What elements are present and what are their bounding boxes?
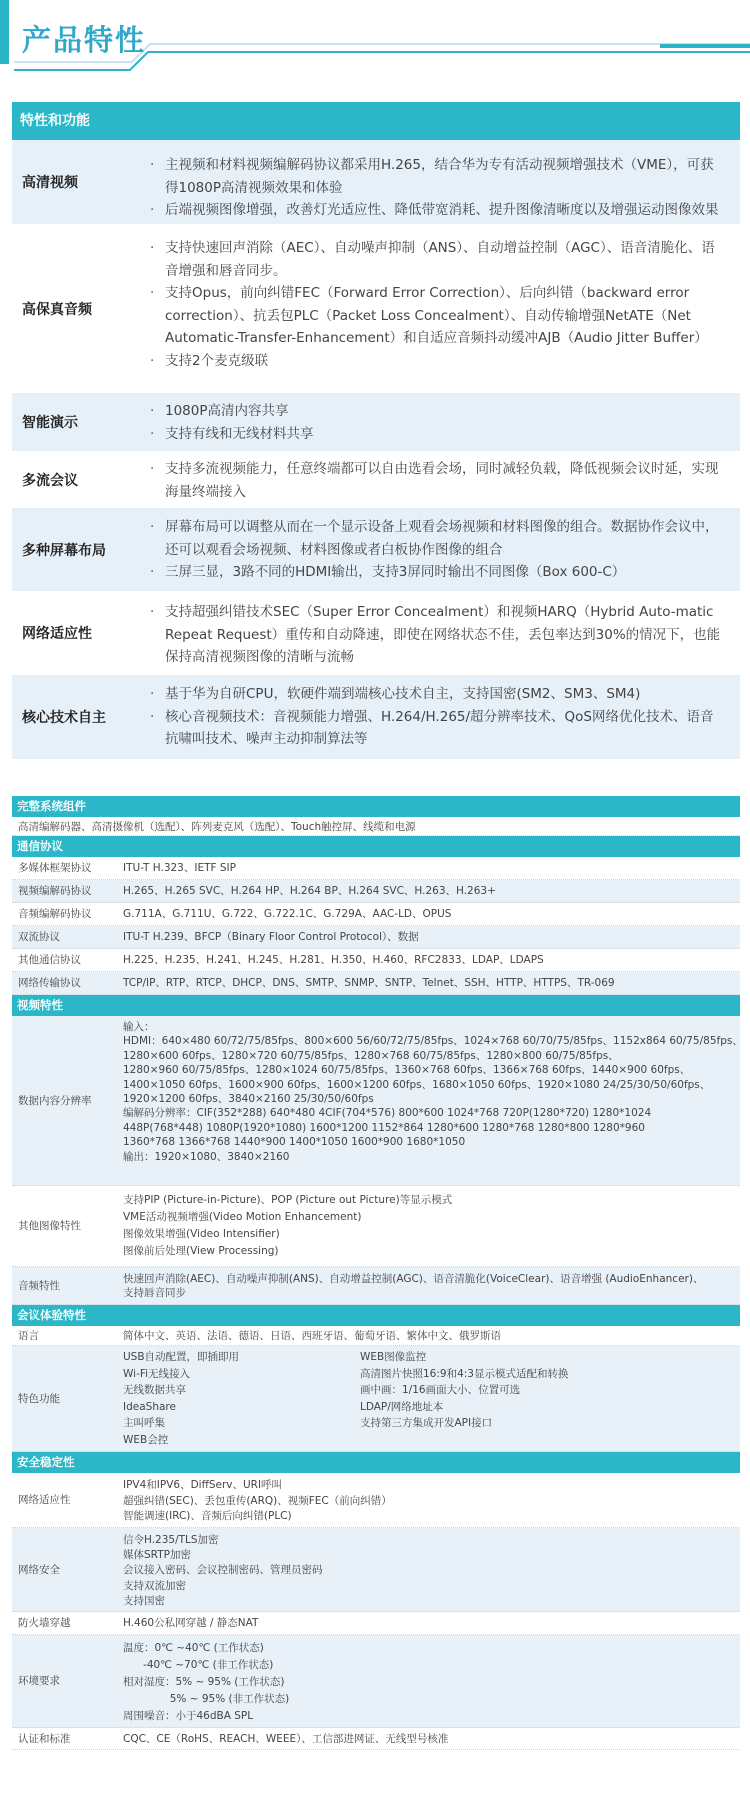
spec-label: 数据内容分辨率 <box>18 1094 92 1107</box>
features-table <box>12 140 740 760</box>
spec-line: 支持唇音同步 <box>123 1287 186 1300</box>
feature-items <box>148 458 724 503</box>
spec-line: Wi-Fi无线接入 <box>123 1367 191 1380</box>
spec-label: 网络安全 <box>18 1563 60 1576</box>
spec-line: 主叫呼集 <box>123 1417 165 1430</box>
feature-name: 多种屏幕布局 <box>22 542 106 559</box>
video-resolution-row <box>12 1016 743 1186</box>
components-text: 高清编解码器、高清摄像机（选配）、阵列麦克风（选配）、Touch触控屏、线缆和电源 <box>18 820 416 833</box>
features-header: 特性和功能 <box>12 102 740 140</box>
feature-row-multistream <box>12 452 740 508</box>
spec-label: 环境要求 <box>18 1675 60 1687</box>
spec-line: 448P(768*448) 1080P(1920*1080) 1600*1200 1152*864 1280*600 1280*768 1280*800 1280*960 <box>123 1121 645 1134</box>
spec-value: ITU-T H.323、IETF SIP <box>123 862 236 874</box>
feature-item: · 1080P高清内容共享 <box>148 400 724 423</box>
protocol-row <box>12 880 740 903</box>
spec-value <box>123 1272 736 1301</box>
spec-label: 语言 <box>18 1329 39 1342</box>
spec-line: 媒体SRTP加密 <box>123 1549 191 1562</box>
spec-label: 特色功能 <box>18 1392 60 1405</box>
spec-line: 周围噪音：小于46dBA SPL <box>123 1710 254 1722</box>
spec-value <box>123 1640 736 1725</box>
spec-label: 网络适应性 <box>18 1494 71 1506</box>
spec-value: 简体中文、英语、法语、德语、日语、西班牙语、葡萄牙语、繁体中文、俄罗斯语 <box>123 1329 501 1342</box>
spec-label: 认证和标准 <box>18 1732 71 1745</box>
feature-row-network-adapt <box>12 592 740 675</box>
spec-value <box>123 1020 743 1164</box>
spec-label: 音频特性 <box>18 1279 60 1292</box>
spec-label: 网络传输协议 <box>18 977 81 989</box>
spec-line: WEB图像监控 <box>360 1351 427 1363</box>
spec-line: 无线数据共享 <box>123 1384 186 1397</box>
feature-items <box>148 154 724 222</box>
spec-line: IPV4和IPV6、DiffServ、URI呼叫 <box>123 1479 283 1491</box>
spec-label: 其他图像特性 <box>18 1220 81 1232</box>
spec-table <box>12 796 743 1750</box>
spec-line: LDAP/网络地址本 <box>360 1400 444 1413</box>
feature-item: · 支持Opus，前向纠错FEC（Forward Error Correction）、后向纠错（backward error correction）、抗丢包PLC（Packet Loss Concealment）、自动传输增强NetATE（Net Automatic-Transfer-Enhancement）和自适应音频抖动缓冲AJB（Audio Jitter Buffer） <box>148 282 724 350</box>
feature-name: 核心技术自主 <box>22 710 106 726</box>
spec-value <box>123 1533 736 1609</box>
feature-name: 网络适应性 <box>22 626 92 642</box>
spec-label: 防火墙穿越 <box>18 1617 71 1629</box>
spec-line: 1280×960 60/75/85fps、1280×1024 60/75/85fps、1360×768 60fps、1366×768 60fps、1440×900 60fps、 <box>123 1064 691 1077</box>
spec-label: 多媒体框架协议 <box>18 862 92 874</box>
spec-label: 音频编解码协议 <box>18 908 92 920</box>
language-row <box>12 1326 740 1346</box>
firewall-row <box>12 1612 740 1635</box>
feature-items <box>148 683 724 751</box>
video-header: 视频特性 <box>12 995 740 1016</box>
spec-value: H.460公私网穿越 / 静态NAT <box>123 1617 259 1629</box>
spec-value: H.225、H.235、H.241、H.245、H.281、H.350、H.460、RFC2833、LDAP、LDAPS <box>123 954 544 966</box>
spec-line: 支持第三方集成开发API接口 <box>360 1417 493 1430</box>
spec-line: 支持双流加密 <box>123 1579 186 1592</box>
spec-value: TCP/IP、RTP、RTCP、DHCP、DNS、SMTP、SNMP、SNTP、Telnet、SSH、HTTP、HTTPS、TR-069 <box>123 977 615 989</box>
feature-item: · 核心音视频技术：音视频能力增强、H.264/H.265/超分辨率技术、QoS网络优化技术、语音抗啸叫技术、噪声主动抑制算法等 <box>148 706 724 751</box>
feature-items <box>148 237 724 372</box>
spec-line: 1400×1050 60fps、1600×900 60fps、1600×1200 60fps、1680×1050 60fps、1920×1080 24/25/30/50/60fps、 <box>123 1078 711 1091</box>
certification-row <box>12 1728 740 1750</box>
spec-label: 双流协议 <box>18 931 60 943</box>
experience-header: 会议体验特性 <box>12 1305 740 1326</box>
spec-line: 1360*768 1366*768 1440*900 1400*1050 1600*900 1680*1050 <box>123 1136 466 1149</box>
feature-row-smart-presentation <box>12 393 740 452</box>
feature-item: · 支持有线和无线材料共享 <box>148 423 724 446</box>
spec-line: 智能调速(IRC)、音频后向纠错(PLC) <box>123 1510 292 1522</box>
protocol-row <box>12 857 740 880</box>
spec-line: WEB会控 <box>123 1433 169 1446</box>
features-right-column <box>360 1349 730 1432</box>
protocol-row <box>12 903 740 926</box>
spec-line: 5% ~ 95% (非工作状态) <box>123 1693 290 1705</box>
features-left-column <box>123 1349 353 1449</box>
feature-name: 高保真音频 <box>22 301 92 318</box>
components-header: 完整系统组件 <box>12 796 740 817</box>
network-security-row <box>12 1528 740 1612</box>
feature-items <box>148 516 724 584</box>
feature-name: 多流会议 <box>22 472 78 489</box>
spec-line: VME活动视频增强(Video Motion Enhancement) <box>123 1211 362 1223</box>
special-features-row <box>12 1346 740 1452</box>
spec-value: ITU-T H.239、BFCP（Binary Floor Control Protocol）、数据 <box>123 931 419 943</box>
spec-line: 高清图片快照16:9和4:3显示模式适配和转换 <box>360 1367 569 1380</box>
feature-item: · 后端视频图像增强，改善灯光适应性、降低带宽消耗、提升图像清晰度以及增强运动图像效果 <box>148 199 724 222</box>
spec-value <box>123 1478 736 1525</box>
environment-row <box>12 1635 740 1728</box>
spec-line: USB自动配置，即插即用 <box>123 1351 240 1363</box>
spec-line: 输出：1920×1080、3840×2160 <box>123 1150 290 1163</box>
spec-label: 其他通信协议 <box>18 954 81 966</box>
feature-row-hd-video <box>12 140 740 225</box>
spec-line: 图像效果增强(Video Intensifier) <box>123 1228 280 1240</box>
feature-item: · 支持2个麦克级联 <box>148 350 724 373</box>
feature-items <box>148 601 724 669</box>
feature-item: · 主视频和材料视频编解码协议都采用H.265，结合华为专有活动视频增强技术（VME），可获得1080P高清视频效果和体验 <box>148 154 724 199</box>
spec-line: 图像前后处理(View Processing) <box>123 1245 279 1257</box>
security-header: 安全稳定性 <box>12 1452 740 1473</box>
page-title: 产品特性 <box>22 23 147 57</box>
spec-line: 支持国密 <box>123 1594 165 1607</box>
spec-label: 视频编解码协议 <box>18 885 92 897</box>
spec-line: 支持PIP (Picture-in-Picture)、POP (Picture out Picture)等显示模式 <box>123 1194 453 1206</box>
feature-row-hifi-audio <box>12 225 740 393</box>
feature-item: · 支持多流视频能力，任意终端都可以自由选看会场，同时减轻负载，降低视频会议时延，实现海量终端接入 <box>148 458 724 503</box>
feature-name: 高清视频 <box>22 175 78 191</box>
spec-line: 温度：0℃ ~40℃ (工作状态) <box>123 1642 264 1654</box>
spec-line: 画中画：1/16画面大小、位置可选 <box>360 1384 521 1397</box>
spec-value <box>123 1192 736 1260</box>
feature-row-screen-layout <box>12 508 740 592</box>
spec-value: G.711A、G.711U、G.722、G.722.1C、G.729A、AAC-LD、OPUS <box>123 908 452 920</box>
protocol-row <box>12 949 740 972</box>
spec-line: IdeaShare <box>123 1400 176 1413</box>
spec-line: 相对湿度：5% ~ 95% (工作状态) <box>123 1676 285 1688</box>
spec-line: 编解码分辨率：CIF(352*288) 640*480 4CIF(704*576) 800*600 1024*768 720P(1280*720) 1280*1024 <box>123 1107 652 1120</box>
feature-item: · 三屏三显，3路不同的HDMI输出，支持3屏同时输出不同图像（Box 600-C） <box>148 561 724 584</box>
feature-item: · 支持超强纠错技术SEC（Super Error Concealment）和视频HARQ（Hybrid Auto-matic Repeat Request）重传和自动降速，即使在网络状态不佳，丢包率达到30%的情况下，也能保持高清视频图像的清晰与流畅 <box>148 601 724 669</box>
spec-line: 1280×600 60fps、1280×720 60/75/85fps、1280×768 60/75/85fps、1280×800 60/75/85fps、 <box>123 1049 619 1062</box>
video-audio-row <box>12 1267 740 1305</box>
video-other-row <box>12 1186 740 1267</box>
feature-item: · 基于华为自研CPU，软硬件端到端核心技术自主，支持国密(SM2、SM3、SM4) <box>148 683 724 706</box>
spec-value: H.265、H.265 SVC、H.264 HP、H.264 BP、H.264 SVC、H.263、H.263+ <box>123 885 496 897</box>
feature-items <box>148 400 724 445</box>
spec-line: 输入： <box>123 1021 155 1033</box>
spec-line: 会议接入密码、会议控制密码、管理员密码 <box>123 1564 323 1577</box>
spec-line: 超强纠错(SEC)、丢包重传(ARQ)、视频FEC（前向纠错） <box>123 1494 392 1507</box>
components-row <box>12 817 740 836</box>
feature-row-core-tech <box>12 675 740 760</box>
spec-line: 1920×1200 60fps、3840×2160 25/30/50/60fps <box>123 1093 374 1106</box>
spec-value: CQC、CE（RoHS、REACH、WEEE）、工信部进网证、无线型号核准 <box>123 1732 449 1745</box>
protocol-row <box>12 926 740 949</box>
spec-line: 信令H.235/TLS加密 <box>123 1534 219 1546</box>
spec-line: -40℃ ~70℃ (非工作状态) <box>123 1659 274 1671</box>
spec-line: 快速回声消除(AEC)、自动噪声抑制(ANS)、自动增益控制(AGC)、语音清脆化(VoiceClear)、语音增强 (AudioEnhancer)、 <box>123 1273 704 1285</box>
feature-name: 智能演示 <box>22 415 78 431</box>
protocol-row <box>12 972 740 995</box>
spec-line: HDMI：640×480 60/72/75/85fps、800×600 56/60/72/75/85fps、1024×768 60/70/75/85fps、1152x864 60/75/85fps、 <box>123 1035 743 1048</box>
feature-item: · 屏幕布局可以调整从而在一个显示设备上观看会场视频和材料图像的组合。数据协作会议中，还可以观看会场视频、材料图像或者白板协作图像的组合 <box>148 516 724 561</box>
feature-item: · 支持快速回声消除（AEC）、自动噪声抑制（ANS）、自动增益控制（AGC）、语音清脆化、语音增强和唇音同步。 <box>148 237 724 282</box>
page-header <box>0 0 750 82</box>
network-adapt-row <box>12 1473 740 1528</box>
protocols-header: 通信协议 <box>12 836 740 857</box>
